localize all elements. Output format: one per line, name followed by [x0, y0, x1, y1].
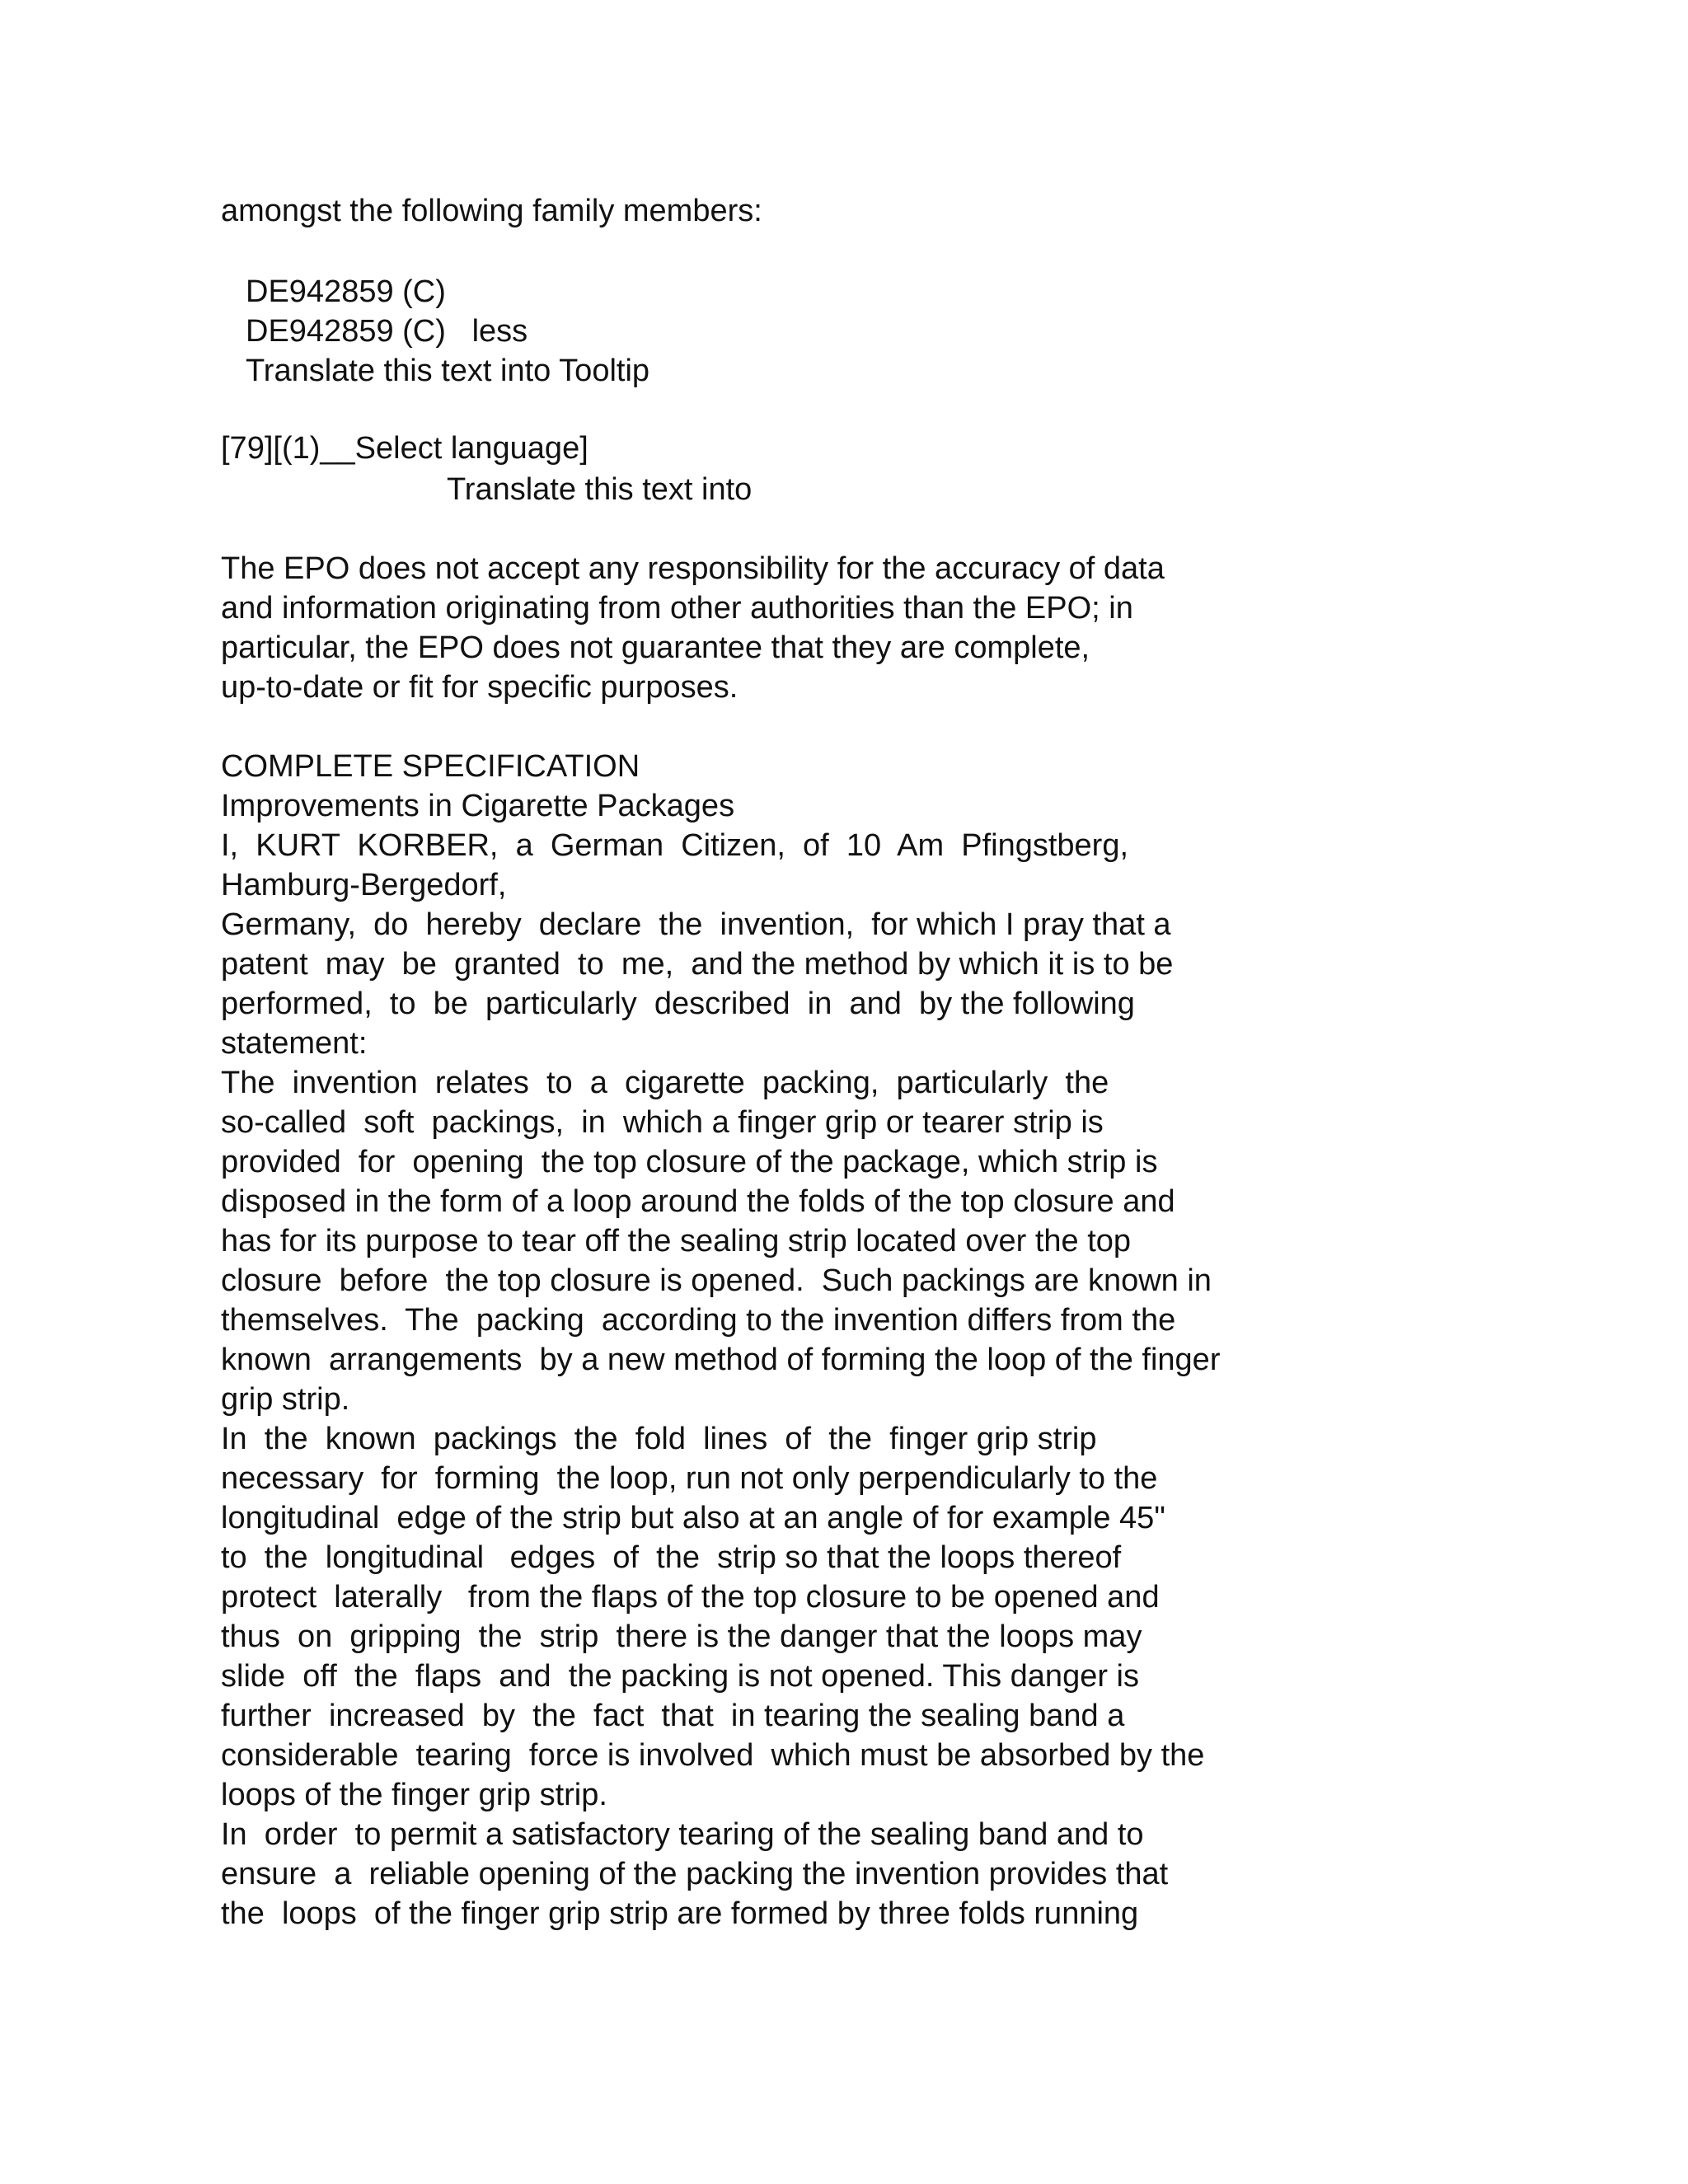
body-line: patent may be granted to me, and the method by which it is to be — [221, 947, 1174, 982]
translate-tooltip-link[interactable]: Translate this text into Tooltip — [246, 354, 650, 388]
select-language-label[interactable]: [79][(1)__Select language] — [221, 431, 588, 466]
body-line: I, KURT KORBER, a German Citizen, of 10 Am Pfingstberg, — [221, 828, 1129, 863]
body-line: necessary for forming the loop, run not only perpendicularly to the — [221, 1461, 1158, 1496]
body-line: In the known packings the fold lines of the finger grip strip — [221, 1422, 1097, 1456]
family-member-1: DE942859 (C) — [246, 274, 446, 309]
body-line: thus on gripping the strip there is the danger that the loops may — [221, 1619, 1142, 1654]
disclaimer-line: up-to-date or fit for specific purposes. — [221, 670, 738, 705]
body-line: In order to permit a satisfactory tearing of the sealing band and to — [221, 1817, 1144, 1852]
body-line: provided for opening the top closure of the package, which strip is — [221, 1145, 1158, 1179]
body-line: Germany, do hereby declare the invention, for which I pray that a — [221, 907, 1171, 942]
body-line: protect laterally from the flaps of the top closure to be opened and — [221, 1580, 1160, 1615]
body-line: slide off the flaps and the packing is not opened. This danger is — [221, 1659, 1139, 1694]
body-line: ensure a reliable opening of the packing the invention provides that — [221, 1857, 1169, 1891]
body-line: The invention relates to a cigarette packing, particularly the — [221, 1066, 1109, 1100]
body-line: known arrangements by a new method of forming the loop of the finger — [221, 1343, 1221, 1377]
body-line: themselves. The packing according to the invention differs from the — [221, 1303, 1176, 1338]
body-line: disposed in the form of a loop around the folds of the top closure and — [221, 1184, 1175, 1219]
body-line: considerable tearing force is involved which must be absorbed by the — [221, 1738, 1205, 1773]
body-line: has for its purpose to tear off the sealing strip located over the top — [221, 1224, 1132, 1258]
body-line: statement: — [221, 1026, 368, 1061]
body-line: longitudinal edge of the strip but also at an angle of for example 45" — [221, 1501, 1165, 1535]
body-line: closure before the top closure is opened. Such packings are known in — [221, 1263, 1212, 1298]
specification-heading: COMPLETE SPECIFICATION — [221, 749, 640, 784]
body-line: Hamburg-Bergedorf, — [221, 868, 507, 902]
body-line: loops of the finger grip strip. — [221, 1778, 607, 1812]
body-line: so-called soft packings, in which a finger grip or tearer strip is — [221, 1105, 1104, 1140]
disclaimer-line: and information originating from other authorities than the EPO; in — [221, 591, 1133, 626]
body-line: performed, to be particularly described in and by the following — [221, 987, 1135, 1021]
body-line: to the longitudinal edges of the strip so that the loops thereof — [221, 1540, 1122, 1575]
body-line: further increased by the fact that in tearing the sealing band a — [221, 1699, 1125, 1733]
body-line: grip strip. — [221, 1382, 350, 1417]
disclaimer-line: The EPO does not accept any responsibility for the accuracy of data — [221, 551, 1165, 586]
family-member-2: DE942859 (C) less — [246, 314, 528, 349]
translate-text-label: Translate this text into — [447, 472, 753, 507]
body-line: the loops of the finger grip strip are formed by three folds running — [221, 1896, 1139, 1931]
intro-line: amongst the following family members: — [221, 194, 762, 228]
disclaimer-line: particular, the EPO does not guarantee that they are complete, — [221, 630, 1090, 665]
specification-title: Improvements in Cigarette Packages — [221, 789, 735, 823]
